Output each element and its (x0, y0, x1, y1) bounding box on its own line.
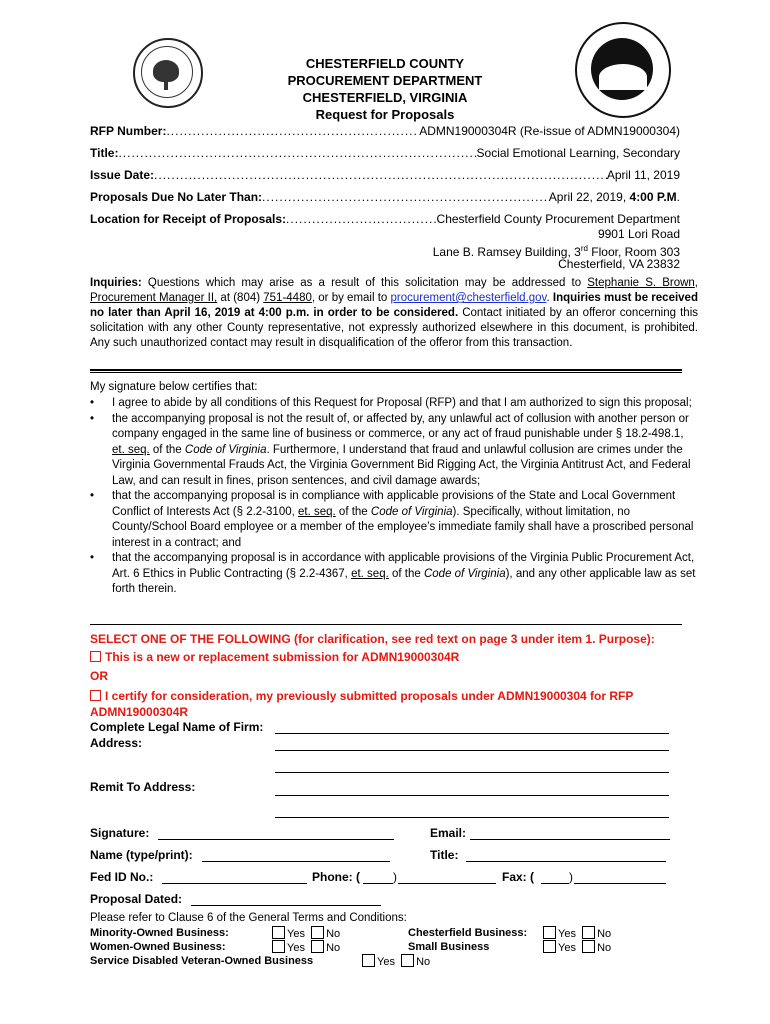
firm-name-label: Complete Legal Name of Firm: (90, 720, 264, 734)
veteran-options: Yes No (362, 954, 430, 969)
address-field-line2[interactable] (275, 758, 669, 773)
header-department: PROCUREMENT DEPARTMENT (287, 73, 483, 88)
email-field[interactable] (470, 825, 670, 840)
title-value: Social Emotional Learning, Secondary (476, 146, 680, 160)
chesterfield-label: Chesterfield Business: (408, 927, 528, 939)
selection-heading: SELECT ONE OF THE FOLLOWING (for clarification, see red text on page 3 under item 1. Purpose): (90, 632, 655, 646)
option-previous-submission[interactable]: I certify for consideration, my previously submitted proposals under ADMN19000304 for RFP ADMN19000304R (90, 689, 634, 719)
inquiries-paragraph: Inquiries: Questions which may arise as a result of this solicitation may be addressed to Stephanie S. Brown, Procurement Manager II, at (804) 751-4480, or by email to procurement@chesterfield.gov. Inquiries must be received no later than April 16, 2019 at 4:00 p.m. in order to be considered. Contact initiated by an offeror concerning this solicitation with any other County representative, not expressly authorized elsewhere in this document, is prohibited. Any such unauthorized contact may result in disqualification of the offeror from this transaction. (90, 277, 698, 349)
veteran-yes-checkbox[interactable] (362, 954, 375, 967)
minority-label: Minority-Owned Business: (90, 927, 229, 939)
title-row (90, 145, 680, 161)
minority-yes-checkbox[interactable] (272, 926, 285, 939)
minority-options: Yes No (272, 926, 340, 941)
phone-area-field[interactable] (363, 869, 393, 884)
divider (90, 624, 682, 625)
fax-label: Fax: ( (502, 870, 535, 884)
remit-address-field-line2[interactable] (275, 803, 669, 818)
small-yes-checkbox[interactable] (543, 940, 556, 953)
signature-label: Signature: (90, 826, 150, 840)
phone-number-field[interactable] (398, 869, 496, 884)
issue-date-value: April 11, 2019 (606, 168, 680, 182)
title-label: Title: (90, 146, 119, 160)
small-no-checkbox[interactable] (582, 940, 595, 953)
signature-field[interactable] (158, 825, 394, 840)
address-label: Address: (90, 736, 143, 750)
location-label: Location for Receipt of Proposals: (90, 212, 287, 226)
header-document-type: Request for Proposals (315, 107, 455, 122)
contact-role: Procurement Manager II, (90, 292, 218, 304)
address-field-line1[interactable] (275, 736, 669, 751)
proposal-dated-field[interactable] (191, 891, 381, 906)
header-state: CHESTERFIELD, VIRGINIA (302, 90, 468, 105)
certification-item: • that the accompanying proposal is in accordance with applicable provisions of the Virginia Public Procurement Act, Art. 6 Ethics in Public Contracting (§ 2.2-4367, et. seq. of the Code of Virginia), and any other applicable law as set forth therein. (90, 551, 698, 598)
women-yes-checkbox[interactable] (272, 940, 285, 953)
fed-id-label: Fed ID No.: (90, 870, 154, 884)
certification-item: • that the accompanying proposal is in compliance with applicable provisions of the State and Local Government Conflict of Interests Act (§ 2.2-3100, et. seq. of the Code of Virginia). Specifically, without limitation, no County/School Board employee or a member of the employee’s immediate family shall have a proscribed personal interest in a contract; and (90, 489, 698, 551)
women-label: Women-Owned Business: (90, 941, 226, 953)
title-field[interactable] (466, 847, 666, 862)
address-building: Lane B. Ramsey Building, 3rd Floor, Room 303 (432, 244, 680, 259)
certification-item: • the accompanying proposal is not the result of, or affected by, any unlawful act of collusion with another person or company engaged in the same line of business or commerce, or any act of fraud punishable under § 18.2-498.1, et. seq. of the Code of Virginia. Furthermore, I understand that fraud and unlawful collusion are crimes under the Virginia Governmental Frauds Act, the Virginia Government Bid Rigging Act, the Virginia Antitrust Act, and Federal Law, and can result in fines, prison sentences, and civil damage awards; (90, 412, 698, 490)
women-no-checkbox[interactable] (311, 940, 324, 953)
business-intro: Please refer to Clause 6 of the General Terms and Conditions: (90, 912, 407, 924)
divider (90, 369, 682, 371)
fed-id-field[interactable] (162, 869, 307, 884)
proposal-dated-label: Proposal Dated: (90, 892, 183, 906)
location-value: Chesterfield County Procurement Department (436, 212, 680, 226)
divider (90, 372, 682, 373)
checkbox-icon[interactable] (90, 651, 101, 662)
issue-date-row (90, 167, 680, 183)
small-business-options: Yes No (543, 940, 611, 955)
certification-list (90, 396, 698, 598)
remit-address-label: Remit To Address: (90, 780, 196, 794)
rfp-number-row (90, 123, 680, 139)
fax-area-field[interactable] (541, 869, 569, 884)
title-field-label: Title: (430, 848, 459, 862)
minority-no-checkbox[interactable] (311, 926, 324, 939)
women-options: Yes No (272, 940, 340, 955)
location-row (90, 211, 680, 227)
veteran-label: Service Disabled Veteran-Owned Business (90, 955, 314, 967)
inquiries-deadline: Inquiries must be received no later than April 16, 2019 at 4:00 p.m. in order to be considered. (90, 292, 698, 319)
phone-label: Phone: ( (312, 870, 360, 884)
email-label: Email: (430, 826, 467, 840)
fax-paren: ) (569, 870, 573, 884)
firm-name-field[interactable] (275, 719, 669, 734)
certification-intro: My signature below certifies that: (90, 381, 258, 393)
header-county: CHESTERFIELD COUNTY (305, 56, 465, 71)
chesterfield-yes-checkbox[interactable] (543, 926, 556, 939)
name-label: Name (type/print): (90, 848, 193, 862)
fax-number-field[interactable] (574, 869, 666, 884)
rfp-number-label: RFP Number: (90, 124, 167, 138)
address-street: 9901 Lori Road (597, 227, 680, 241)
due-date-label: Proposals Due No Later Than: (90, 190, 263, 204)
address-city: Chesterfield, VA 23832 (558, 257, 680, 271)
option-new-submission[interactable]: This is a new or replacement submission for ADMN19000304R (90, 649, 690, 665)
remit-address-field-line1[interactable] (275, 781, 669, 796)
veteran-no-checkbox[interactable] (401, 954, 414, 967)
phone-paren: ) (393, 870, 397, 884)
due-date-row: Proposals Due No Later Than: ..... April 22, 2019, 4:00 P.M. (90, 189, 680, 205)
chesterfield-no-checkbox[interactable] (582, 926, 595, 939)
checkbox-icon[interactable] (90, 690, 101, 701)
email-link[interactable]: procurement@chesterfield.gov (390, 292, 547, 304)
selection-or: OR (90, 669, 108, 683)
due-time-value: 4:00 P.M (629, 190, 677, 204)
rfp-number-value: ADMN19000304R (Re-issue of ADMN19000304) (419, 124, 680, 138)
due-date-value: April 22, 2019, (548, 190, 627, 204)
small-business-label: Small Business (408, 941, 490, 953)
name-field[interactable] (202, 847, 390, 862)
issue-date-label: Issue Date: (90, 168, 155, 182)
certification-item: • I agree to abide by all conditions of this Request for Proposal (RFP) and that I am authorized to sign this proposal; (90, 396, 698, 412)
contact-name: Stephanie S. Brown (587, 277, 695, 289)
contact-phone: 751-4480 (263, 292, 312, 304)
chesterfield-options: Yes No (543, 926, 611, 941)
